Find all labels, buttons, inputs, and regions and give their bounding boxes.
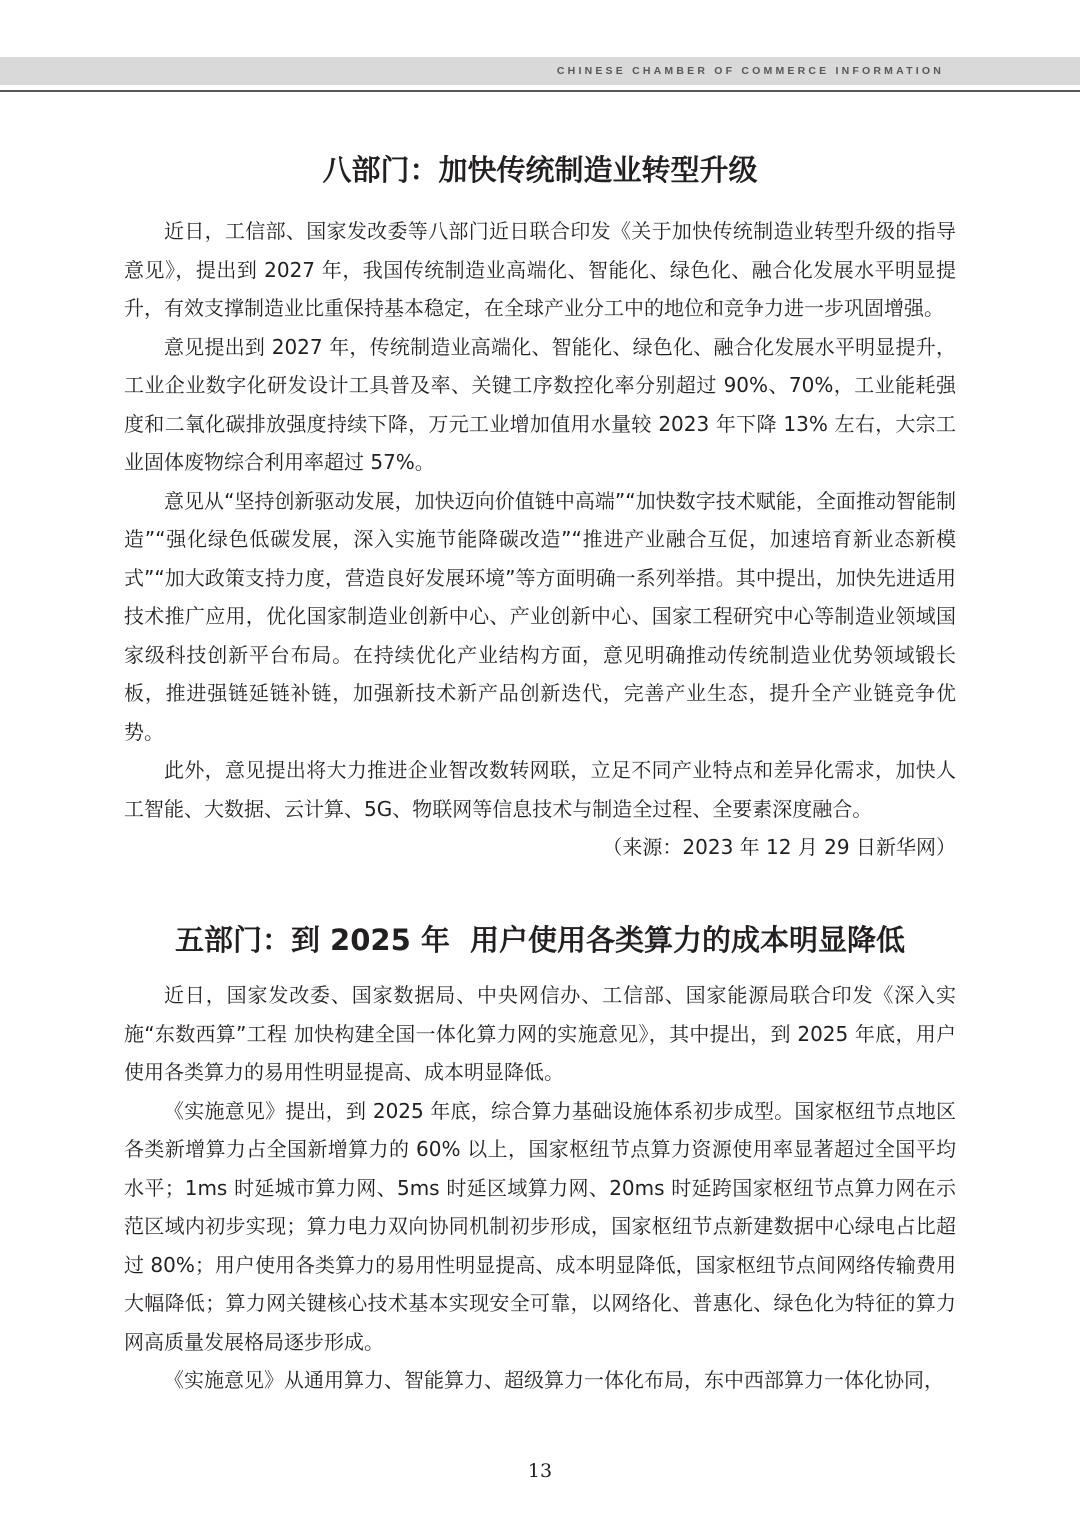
article-paragraph: 《实施意见》提出，到 2025 年底，综合算力基础设施体系初步成型。国家枢纽节点地区各类新增算力占全国新增算力的 60% 以上，国家枢纽节点算力资源使用率显著超过全国平均水平；1ms 时延城市算力网、5ms 时延区域算力网、20ms 时延跨国家枢纽节点算力网在示范区域内初步实现；算力电力双向协同机制初步形成，国家枢纽节点新建数据中心绿电占比超过 80%；用户使用各类算力的易用性明显提高、成本明显降低，国家枢纽节点间网络传输费用大幅降低；算力网关键核心技术基本实现安全可靠，以网络化、普惠化、绿色化为特征的算力网高质量发展格局逐步形成。: [124, 1098, 956, 1354]
header-banner: [0, 57, 1080, 85]
page-number: 13: [527, 1460, 553, 1482]
article-computing-power: [124, 920, 956, 1400]
article-paragraph: 近日，工信部、国家发改委等八部门近日联合印发《关于加快传统制造业转型升级的指导意见》，提出到 2027 年，我国传统制造业高端化、智能化、绿色化、融合化发展水平明显提升，有效支撑制造业比重保持基本稳定，在全球产业分工中的地位和竞争力进一步巩固增强。: [124, 219, 956, 320]
article-paragraph: 此外，意见提出将大力推进企业智改数转网联，立足不同产业特点和差异化需求，加快人工智能、大数据、云计算、5G、物联网等信息技术与制造全过程、全要素深度融合。: [124, 758, 956, 821]
article-source: （来源：2023 年 12 月 29 日新华网）: [602, 835, 956, 859]
article-manufacturing-upgrade: [124, 150, 956, 867]
article-paragraph: 意见提出到 2027 年，传统制造业高端化、智能化、绿色化、融合化发展水平明显提升，工业企业数字化研发设计工具普及率、关键工序数控化率分别超过 90%、70%，工业能耗强度和二氧化碳排放强度持续下降，万元工业增加值用水量较 2023 年下降 13% 左右，大宗工业固体废物综合利用率超过 57%。: [124, 334, 956, 474]
article-title: 五部门：到 2025 年 用户使用各类算力的成本明显降低: [174, 923, 906, 957]
article-paragraph: 《实施意见》从通用算力、智能算力、超级算力一体化布局，东中西部算力一体化协同，: [164, 1368, 944, 1392]
article-paragraph: 近日，国家发改委、国家数据局、中央网信办、工信部、国家能源局联合印发《深入实施“东数西算”工程 加快构建全国一体化算力网的实施意见》，其中提出，到 2025 年底，用户使用各类算力的易用性明显提高、成本明显降低。: [124, 983, 956, 1084]
article-title: 八部门：加快传统制造业转型升级: [322, 153, 758, 187]
header-divider: [0, 90, 1080, 92]
header-banner-text: CHINESE CHAMBER OF COMMERCE INFORMATION: [556, 65, 944, 77]
article-paragraph: 意见从“坚持创新驱动发展，加快迈向价值链中高端”“加快数字技术赋能，全面推动智能制造”“强化绿色低碳发展，深入实施节能降碳改造”“推进产业融合互促，加速培育新业态新模式”“加大政策支持力度，营造良好发展环境”等方面明确一系列举措。其中提出，加快先进适用技术推广应用，优化国家制造业创新中心、产业创新中心、国家工程研究中心等制造业领域国家级科技创新平台布局。在持续优化产业结构方面，意见明确推动传统制造业优势领域锻长板，推进强链延链补链，加强新技术新产品创新迭代，完善产业生态，提升全产业链竞争优势。: [124, 488, 956, 744]
